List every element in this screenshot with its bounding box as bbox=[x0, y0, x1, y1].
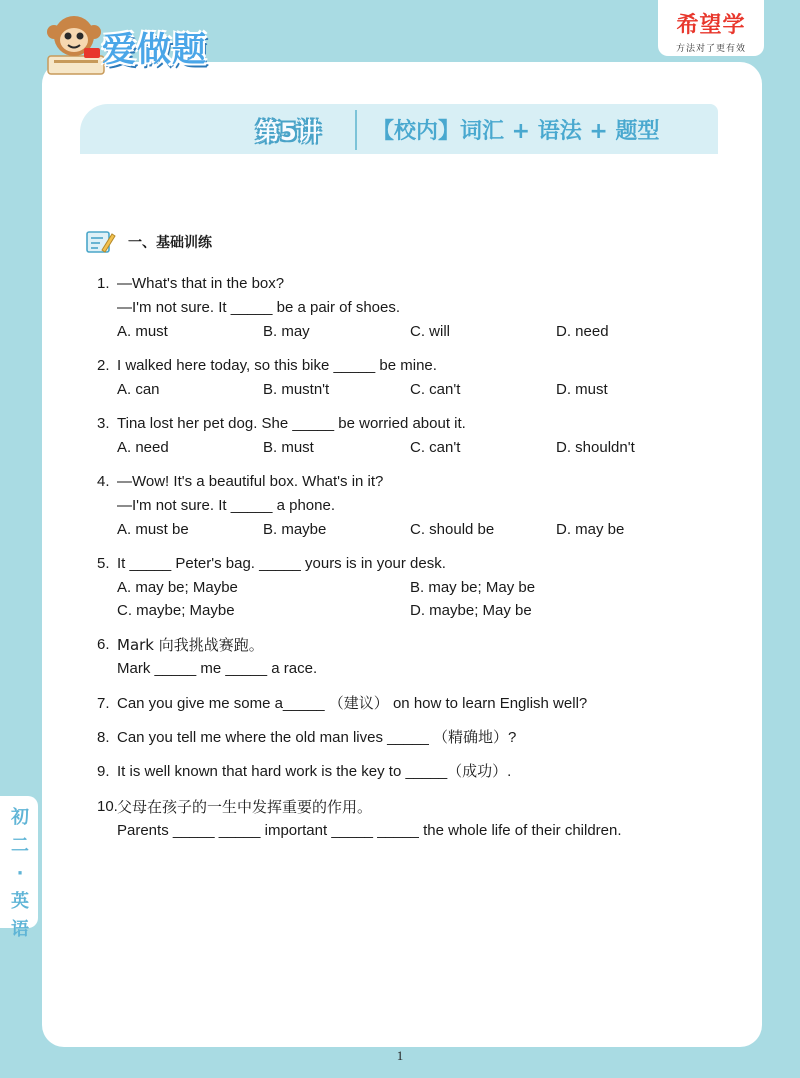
logo-text: 爱做题 bbox=[102, 30, 207, 70]
question-number: 7. bbox=[97, 695, 110, 712]
option-d: D. need bbox=[556, 323, 609, 340]
notebook-pencil-icon bbox=[86, 228, 116, 256]
question-text: Parents _____ _____ important _____ _____ the whole life of their children. bbox=[117, 822, 622, 839]
question-text: Can you tell me where the old man lives _____ （精确地）? bbox=[117, 729, 517, 746]
lecture-divider bbox=[355, 110, 357, 150]
publisher-slogan: 方法对了更有效 bbox=[675, 44, 746, 54]
option-a: A. may be; Maybe bbox=[117, 579, 238, 596]
option-c: C. should be bbox=[410, 521, 495, 538]
option-d: D. maybe; May be bbox=[410, 602, 532, 619]
page-number: 1 bbox=[396, 1048, 404, 1063]
option-c: C. can't bbox=[410, 381, 461, 398]
question-text: Can you give me some a_____ （建议） on how to learn English well? bbox=[117, 695, 588, 712]
option-c: C. maybe; Maybe bbox=[117, 602, 235, 619]
option-a: A. must bbox=[117, 323, 168, 340]
option-a: A. must be bbox=[117, 521, 189, 538]
section-title: 一、基础训练 bbox=[128, 235, 212, 251]
question-number: 10. bbox=[97, 798, 118, 815]
option-d: D. shouldn't bbox=[556, 439, 635, 456]
publisher-name: 希望学 bbox=[676, 13, 746, 38]
option-a: A. can bbox=[117, 381, 160, 398]
question-text: —I'm not sure. It _____ be a pair of shoes. bbox=[117, 299, 401, 316]
question-number: 2. bbox=[97, 357, 110, 374]
option-b: B. mustn't bbox=[263, 381, 330, 398]
question-text: 父母在孩子的一生中发挥重要的作用。 bbox=[117, 798, 373, 816]
option-b: B. maybe bbox=[263, 521, 327, 538]
question-text: Mark _____ me _____ a race. bbox=[117, 660, 318, 677]
question-number: 6. bbox=[97, 636, 110, 653]
option-c: C. can't bbox=[410, 439, 461, 456]
lecture-badge: 第5讲 bbox=[256, 118, 321, 146]
side-tab-label: 初二·英语 bbox=[11, 807, 29, 940]
monkey-mascot-icon bbox=[40, 8, 110, 80]
question-number: 8. bbox=[97, 729, 110, 746]
question-text: Mark 向我挑战赛跑。 bbox=[117, 636, 264, 654]
question-text: I walked here today, so this bike _____ be mine. bbox=[117, 357, 437, 374]
question-text: —Wow! It's a beautiful box. What's in it? bbox=[117, 473, 384, 490]
question-text: Tina lost her pet dog. She _____ be worried about it. bbox=[117, 415, 466, 432]
option-c: C. will bbox=[410, 323, 450, 340]
option-d: D. must bbox=[556, 381, 608, 398]
question-text: It is well known that hard work is the key to _____（成功）. bbox=[117, 763, 512, 780]
question-number: 3. bbox=[97, 415, 110, 432]
option-d: D. may be bbox=[556, 521, 625, 538]
question-number: 5. bbox=[97, 555, 110, 572]
question-text: It _____ Peter's bag. _____ yours is in your desk. bbox=[117, 555, 446, 572]
brand-logo bbox=[40, 8, 310, 80]
side-tab bbox=[0, 796, 38, 940]
question-number: 1. bbox=[97, 275, 110, 292]
question-text: —What's that in the box? bbox=[117, 275, 285, 292]
question-number: 9. bbox=[97, 763, 110, 780]
option-a: A. need bbox=[117, 439, 169, 456]
question-text: —I'm not sure. It _____ a phone. bbox=[117, 497, 335, 514]
option-b: B. may be; May be bbox=[410, 579, 536, 596]
lecture-title: 【校内】词汇 + 语法 + 题型 bbox=[372, 119, 660, 144]
question-number: 4. bbox=[97, 473, 110, 490]
publisher-logo bbox=[658, 0, 764, 56]
option-b: B. must bbox=[263, 439, 314, 456]
option-b: B. may bbox=[263, 323, 310, 340]
